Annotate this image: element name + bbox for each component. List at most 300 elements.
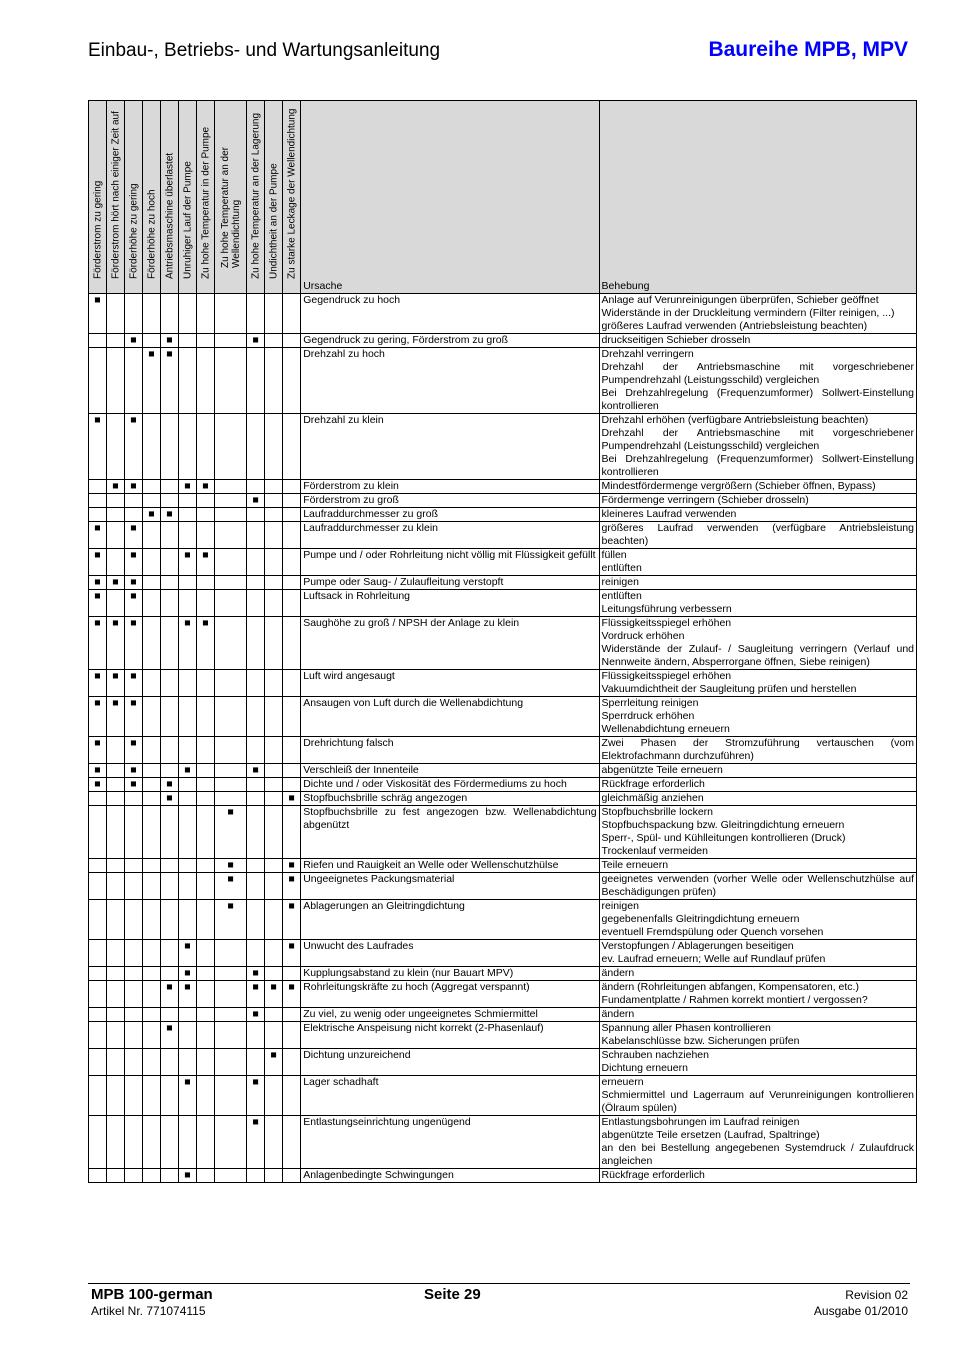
symptom-cell xyxy=(161,873,179,900)
remedy-line: reinigen xyxy=(601,576,639,588)
symptom-cell xyxy=(161,940,179,967)
symptom-cell xyxy=(107,294,125,334)
remedy-line: Flüssigkeitsspiegel erhöhen xyxy=(601,670,732,682)
remedy-cell xyxy=(599,981,916,1008)
symptom-cell xyxy=(247,508,265,522)
remedy-line: Leitungsführung verbessern xyxy=(601,603,732,615)
symptom-cell xyxy=(265,294,283,334)
table-row xyxy=(89,414,917,480)
remedy-cell xyxy=(599,940,916,967)
header-row xyxy=(89,101,917,294)
symptom-cell xyxy=(215,348,247,414)
symptom-mark: ■ xyxy=(283,940,301,967)
symptom-cell xyxy=(125,806,143,859)
symptom-cell xyxy=(215,617,247,670)
symptom-cell xyxy=(107,414,125,480)
symptom-cell xyxy=(89,859,107,873)
symptom-mark: ■ xyxy=(247,1008,265,1022)
symptom-cell xyxy=(247,1169,265,1183)
remedy-line: Mindestfördermenge vergrößern (Schieber öffnen, Bypass) xyxy=(601,480,876,492)
cause-line: Entlastungseinrichtung ungenügend xyxy=(303,1116,471,1128)
symptom-mark: ■ xyxy=(89,617,107,670)
remedy-line: entlüften xyxy=(601,562,642,574)
symptom-mark: ■ xyxy=(179,549,197,576)
symptom-cell xyxy=(89,348,107,414)
remedy-cell xyxy=(599,590,916,617)
symptom-cell xyxy=(283,1022,301,1049)
cause-line: Laufraddurchmesser zu groß xyxy=(303,508,439,520)
remedy-cell xyxy=(599,549,916,576)
footer-document: MPB 100-german xyxy=(91,1286,213,1303)
symptom-cell xyxy=(215,294,247,334)
symptom-cell xyxy=(265,764,283,778)
symptom-mark: ■ xyxy=(107,480,125,494)
cause-line: Drehzahl zu hoch xyxy=(303,348,385,360)
symptom-cell xyxy=(247,806,265,859)
symptom-cell xyxy=(215,494,247,508)
symptom-cell xyxy=(197,294,215,334)
symptom-mark: ■ xyxy=(125,670,143,697)
cause-cell xyxy=(301,981,599,1008)
symptom-cell xyxy=(215,737,247,764)
symptom-cell xyxy=(215,576,247,590)
symptom-mark: ■ xyxy=(283,900,301,940)
remedy-line: abgenützte Teile ersetzen (Laufrad, Spaltringe) xyxy=(601,1129,820,1141)
cause-cell xyxy=(301,494,599,508)
symptom-cell xyxy=(283,806,301,859)
remedy-line: eventuell Fremdspülung oder Quench vorsehen xyxy=(601,926,824,938)
symptom-cell xyxy=(179,1022,197,1049)
cause-line: Saughöhe zu groß / NPSH der Anlage zu klein xyxy=(303,617,520,629)
symptom-cell xyxy=(107,873,125,900)
symptom-cell xyxy=(179,859,197,873)
symptom-cell xyxy=(197,508,215,522)
symptom-cell xyxy=(125,1022,143,1049)
symptom-cell xyxy=(283,1008,301,1022)
table-row xyxy=(89,494,917,508)
symptom-cell xyxy=(179,670,197,697)
symptom-cell xyxy=(143,981,161,1008)
col-header-2: Förderhöhe zu gering xyxy=(125,101,143,294)
cause-cell xyxy=(301,522,599,549)
symptom-cell xyxy=(215,940,247,967)
symptom-cell xyxy=(161,494,179,508)
symptom-cell xyxy=(179,590,197,617)
symptom-cell xyxy=(89,494,107,508)
remedy-cell xyxy=(599,806,916,859)
symptom-cell xyxy=(107,859,125,873)
symptom-cell xyxy=(107,900,125,940)
symptom-cell xyxy=(179,522,197,549)
table-row xyxy=(89,549,917,576)
symptom-mark: ■ xyxy=(179,967,197,981)
col-header-5: Unruhiger Lauf der Pumpe xyxy=(179,101,197,294)
symptom-cell xyxy=(283,549,301,576)
symptom-cell xyxy=(265,1022,283,1049)
col-header-8: Zu hohe Temperatur an der Lagerung xyxy=(247,101,265,294)
symptom-mark: ■ xyxy=(89,670,107,697)
symptom-cell xyxy=(143,764,161,778)
table-row xyxy=(89,508,917,522)
symptom-cell xyxy=(179,873,197,900)
symptom-cell xyxy=(143,549,161,576)
symptom-cell xyxy=(197,1049,215,1076)
symptom-cell xyxy=(265,778,283,792)
symptom-cell xyxy=(161,1116,179,1169)
symptom-mark: ■ xyxy=(89,294,107,334)
symptom-cell xyxy=(265,334,283,348)
symptom-cell xyxy=(215,508,247,522)
symptom-cell xyxy=(197,1169,215,1183)
remedy-line: Spannung aller Phasen kontrollieren xyxy=(601,1022,771,1034)
symptom-cell xyxy=(107,940,125,967)
symptom-cell xyxy=(161,414,179,480)
remedy-cell xyxy=(599,737,916,764)
cause-line: Gegendruck zu hoch xyxy=(303,294,401,306)
symptom-mark: ■ xyxy=(125,576,143,590)
symptom-cell xyxy=(143,967,161,981)
symptom-cell xyxy=(89,940,107,967)
cause-cell xyxy=(301,792,599,806)
cause-cell xyxy=(301,670,599,697)
col-header-10: Zu starke Leckage der Wellendichtung xyxy=(283,101,301,294)
remedy-cell xyxy=(599,522,916,549)
symptom-cell xyxy=(125,1169,143,1183)
symptom-cell xyxy=(215,967,247,981)
table-row xyxy=(89,764,917,778)
symptom-cell xyxy=(265,806,283,859)
cause-cell xyxy=(301,967,599,981)
symptom-cell xyxy=(179,792,197,806)
symptom-cell xyxy=(265,670,283,697)
symptom-cell xyxy=(197,414,215,480)
symptom-cell xyxy=(179,1049,197,1076)
symptom-cell xyxy=(143,806,161,859)
symptom-mark: ■ xyxy=(179,1076,197,1116)
symptom-cell xyxy=(107,549,125,576)
symptom-mark: ■ xyxy=(107,697,125,737)
symptom-cell xyxy=(247,873,265,900)
cause-cell xyxy=(301,508,599,522)
symptom-cell xyxy=(283,1049,301,1076)
symptom-cell xyxy=(215,1049,247,1076)
symptom-cell xyxy=(197,859,215,873)
symptom-cell xyxy=(143,1049,161,1076)
remedy-line: Verstopfungen / Ablagerungen beseitigen xyxy=(601,940,794,952)
symptom-mark: ■ xyxy=(161,778,179,792)
remedy-cell xyxy=(599,494,916,508)
symptom-cell xyxy=(283,670,301,697)
symptom-cell xyxy=(161,1049,179,1076)
table-row xyxy=(89,1008,917,1022)
symptom-cell xyxy=(247,414,265,480)
cause-cell xyxy=(301,873,599,900)
symptom-cell xyxy=(89,1169,107,1183)
remedy-line: druckseitigen Schieber drosseln xyxy=(601,334,751,346)
symptom-cell xyxy=(143,737,161,764)
remedy-cell xyxy=(599,900,916,940)
symptom-cell xyxy=(283,348,301,414)
symptom-cell xyxy=(283,334,301,348)
cause-cell xyxy=(301,1116,599,1169)
symptom-cell xyxy=(179,806,197,859)
symptom-cell xyxy=(215,778,247,792)
cause-line: Riefen und Rauigkeit an Welle oder Wellenschutzhülse xyxy=(303,859,559,871)
symptom-cell xyxy=(143,778,161,792)
symptom-mark: ■ xyxy=(161,1022,179,1049)
symptom-cell xyxy=(107,348,125,414)
remedy-cell xyxy=(599,1169,916,1183)
remedy-line: Vordruck erhöhen xyxy=(601,630,685,642)
symptom-cell xyxy=(125,900,143,940)
remedy-line: Drehzahl der Antriebsmaschine mit vorgeschriebener Pumpendrehzahl (Leistungsschild) vergleichen xyxy=(601,427,914,452)
symptom-mark: ■ xyxy=(215,859,247,873)
symptom-mark: ■ xyxy=(283,873,301,900)
symptom-cell xyxy=(125,792,143,806)
symptom-cell xyxy=(197,697,215,737)
symptom-cell xyxy=(197,590,215,617)
symptom-cell xyxy=(247,549,265,576)
table-row xyxy=(89,792,917,806)
symptom-cell xyxy=(247,1022,265,1049)
cause-cell xyxy=(301,737,599,764)
symptom-cell xyxy=(215,670,247,697)
symptom-cell xyxy=(107,1116,125,1169)
symptom-mark: ■ xyxy=(283,859,301,873)
col-header-4: Antriebsmaschine überlastet xyxy=(161,101,179,294)
cause-cell xyxy=(301,1169,599,1183)
symptom-mark: ■ xyxy=(161,981,179,1008)
cause-line: Ablagerungen an Gleitringdichtung xyxy=(303,900,465,912)
remedy-line: größeres Laufrad verwenden (verfügbare Antriebsleistung beachten) xyxy=(601,522,914,547)
symptom-cell xyxy=(215,522,247,549)
col-header-1: Förderstrom hört nach einiger Zeit auf xyxy=(107,101,125,294)
symptom-cell xyxy=(161,480,179,494)
symptom-mark: ■ xyxy=(125,737,143,764)
cause-line: Ungeeignetes Packungsmaterial xyxy=(303,873,455,885)
symptom-cell xyxy=(247,778,265,792)
symptom-cell xyxy=(161,697,179,737)
symptom-cell xyxy=(107,494,125,508)
table-row xyxy=(89,940,917,967)
symptom-cell xyxy=(143,900,161,940)
remedy-line: Bei Drehzahlregelung (Frequenzumformer) Sollwert-Einstellung kontrollieren xyxy=(601,453,914,478)
symptom-mark: ■ xyxy=(107,576,125,590)
cause-cell xyxy=(301,348,599,414)
symptom-mark: ■ xyxy=(161,508,179,522)
symptom-cell xyxy=(215,1022,247,1049)
symptom-cell xyxy=(265,737,283,764)
footer-article: Artikel Nr. 771074115 xyxy=(91,1304,206,1318)
table-row xyxy=(89,1076,917,1116)
symptom-cell xyxy=(89,1076,107,1116)
symptom-cell xyxy=(197,778,215,792)
symptom-cell xyxy=(143,1008,161,1022)
symptom-cell xyxy=(179,576,197,590)
symptom-cell xyxy=(215,414,247,480)
symptom-cell xyxy=(143,1022,161,1049)
symptom-cell xyxy=(107,737,125,764)
symptom-mark: ■ xyxy=(161,792,179,806)
remedy-line: entlüften xyxy=(601,590,642,602)
symptom-cell xyxy=(161,670,179,697)
symptom-cell xyxy=(197,806,215,859)
cause-line: Stopfbuchsbrille schräg angezogen xyxy=(303,792,468,804)
symptom-cell xyxy=(89,1116,107,1169)
table-row xyxy=(89,873,917,900)
symptom-cell xyxy=(265,549,283,576)
table-row xyxy=(89,670,917,697)
remedy-line: Sperrdruck erhöhen xyxy=(601,710,695,722)
cause-line: Elektrische Anspeisung nicht korrekt (2-Phasenlauf) xyxy=(303,1022,544,1034)
symptom-cell xyxy=(161,1169,179,1183)
remedy-cell xyxy=(599,1076,916,1116)
table-row xyxy=(89,1169,917,1183)
symptom-mark: ■ xyxy=(125,764,143,778)
table-row xyxy=(89,294,917,334)
symptom-cell xyxy=(143,873,161,900)
symptom-cell xyxy=(283,967,301,981)
remedy-cell xyxy=(599,617,916,670)
symptom-cell xyxy=(265,940,283,967)
cause-line: Unwucht des Laufrades xyxy=(303,940,414,952)
symptom-cell xyxy=(107,1022,125,1049)
cause-line: Pumpe oder Saug- / Zulaufleitung verstopft xyxy=(303,576,504,588)
symptom-cell xyxy=(197,1008,215,1022)
remedy-line: erneuern xyxy=(601,1076,644,1088)
symptom-cell xyxy=(107,1169,125,1183)
symptom-mark: ■ xyxy=(89,737,107,764)
symptom-cell xyxy=(283,576,301,590)
symptom-mark: ■ xyxy=(247,967,265,981)
remedy-line: ändern xyxy=(601,1008,635,1020)
remedy-line: füllen xyxy=(601,549,627,561)
remedy-line: reinigen xyxy=(601,900,639,912)
table-row xyxy=(89,1116,917,1169)
symptom-cell xyxy=(283,764,301,778)
table-row xyxy=(89,1049,917,1076)
symptom-cell xyxy=(161,576,179,590)
cause-line: Stopfbuchsbrille zu fest angezogen bzw. Wellenabdichtung abgenützt xyxy=(303,806,597,831)
symptom-cell xyxy=(107,806,125,859)
cause-line: Rohrleitungskräfte zu hoch (Aggregat verspannt) xyxy=(303,981,530,993)
remedy-cell xyxy=(599,414,916,480)
symptom-cell xyxy=(283,1076,301,1116)
symptom-cell xyxy=(143,334,161,348)
symptom-cell xyxy=(215,697,247,737)
table-row xyxy=(89,617,917,670)
symptom-mark: ■ xyxy=(179,1169,197,1183)
cause-cell xyxy=(301,940,599,967)
symptom-cell xyxy=(107,1076,125,1116)
symptom-cell xyxy=(161,522,179,549)
symptom-cell xyxy=(197,764,215,778)
symptom-cell xyxy=(179,737,197,764)
symptom-cell xyxy=(89,1008,107,1022)
symptom-mark: ■ xyxy=(247,494,265,508)
table-row xyxy=(89,590,917,617)
symptom-cell xyxy=(161,806,179,859)
remedy-line: Drehzahl der Antriebsmaschine mit vorgeschriebener Pumpendrehzahl (Leistungsschild) vergleichen xyxy=(601,361,914,386)
remedy-line: Sperr-, Spül- und Kühlleitungen kontrollieren (Druck) xyxy=(601,832,846,844)
symptom-cell xyxy=(89,1049,107,1076)
symptom-cell xyxy=(161,900,179,940)
symptom-mark: ■ xyxy=(89,549,107,576)
remedy-cell xyxy=(599,1022,916,1049)
remedy-line: Flüssigkeitsspiegel erhöhen xyxy=(601,617,732,629)
remedy-header: Behebung xyxy=(599,101,916,294)
cause-cell xyxy=(301,334,599,348)
table-row xyxy=(89,900,917,940)
symptom-mark: ■ xyxy=(179,764,197,778)
remedy-line: ändern xyxy=(601,967,635,979)
symptom-cell xyxy=(179,414,197,480)
col-header-7: Zu hohe Temperatur an der Wellendichtung xyxy=(215,101,247,294)
header-title: Einbau-, Betriebs- und Wartungsanleitung xyxy=(88,40,441,61)
symptom-cell xyxy=(197,494,215,508)
symptom-cell xyxy=(161,294,179,334)
symptom-cell xyxy=(247,792,265,806)
symptom-mark: ■ xyxy=(125,414,143,480)
symptom-cell xyxy=(125,859,143,873)
symptom-cell xyxy=(143,480,161,494)
remedy-cell xyxy=(599,1049,916,1076)
cause-line: Kupplungsabstand zu klein (nur Bauart MPV) xyxy=(303,967,514,979)
symptom-cell xyxy=(161,737,179,764)
symptom-cell xyxy=(283,414,301,480)
remedy-line: Wellenabdichtung erneuern xyxy=(601,723,730,735)
symptom-cell xyxy=(265,590,283,617)
remedy-cell xyxy=(599,967,916,981)
symptom-mark: ■ xyxy=(179,940,197,967)
symptom-cell xyxy=(143,792,161,806)
symptom-cell xyxy=(125,1049,143,1076)
symptom-cell xyxy=(283,1116,301,1169)
cause-cell xyxy=(301,590,599,617)
symptom-cell xyxy=(161,617,179,670)
symptom-cell xyxy=(107,590,125,617)
remedy-cell xyxy=(599,792,916,806)
footer-revision: Revision 02 xyxy=(845,1288,908,1302)
symptom-cell xyxy=(215,1169,247,1183)
remedy-line: Bei Drehzahlregelung (Frequenzumformer) Sollwert-Einstellung kontrollieren xyxy=(601,387,914,412)
cause-line: Dichte und / oder Viskosität des Fördermediums zu hoch xyxy=(303,778,567,790)
table-row xyxy=(89,334,917,348)
table-row xyxy=(89,348,917,414)
symptom-cell xyxy=(125,1076,143,1116)
symptom-cell xyxy=(215,334,247,348)
symptom-cell xyxy=(197,792,215,806)
remedy-line: ev. Laufrad erneuern; Welle auf Rundlauf prüfen xyxy=(601,953,826,965)
symptom-cell xyxy=(247,940,265,967)
symptom-cell xyxy=(161,764,179,778)
troubleshooting-table xyxy=(88,100,917,1183)
symptom-mark: ■ xyxy=(89,522,107,549)
symptom-cell xyxy=(125,940,143,967)
symptom-mark: ■ xyxy=(265,981,283,1008)
symptom-cell xyxy=(161,1076,179,1116)
symptom-cell xyxy=(265,1169,283,1183)
symptom-mark: ■ xyxy=(247,334,265,348)
remedy-line: Sperrleitung reinigen xyxy=(601,697,699,709)
cause-line: Drehrichtung falsch xyxy=(303,737,394,749)
cause-cell xyxy=(301,549,599,576)
symptom-cell xyxy=(125,967,143,981)
symptom-mark: ■ xyxy=(89,590,107,617)
symptom-cell xyxy=(265,1008,283,1022)
remedy-line: Drehzahl verringern xyxy=(601,348,694,360)
cause-line: Ansaugen von Luft durch die Wellenabdichtung xyxy=(303,697,524,709)
